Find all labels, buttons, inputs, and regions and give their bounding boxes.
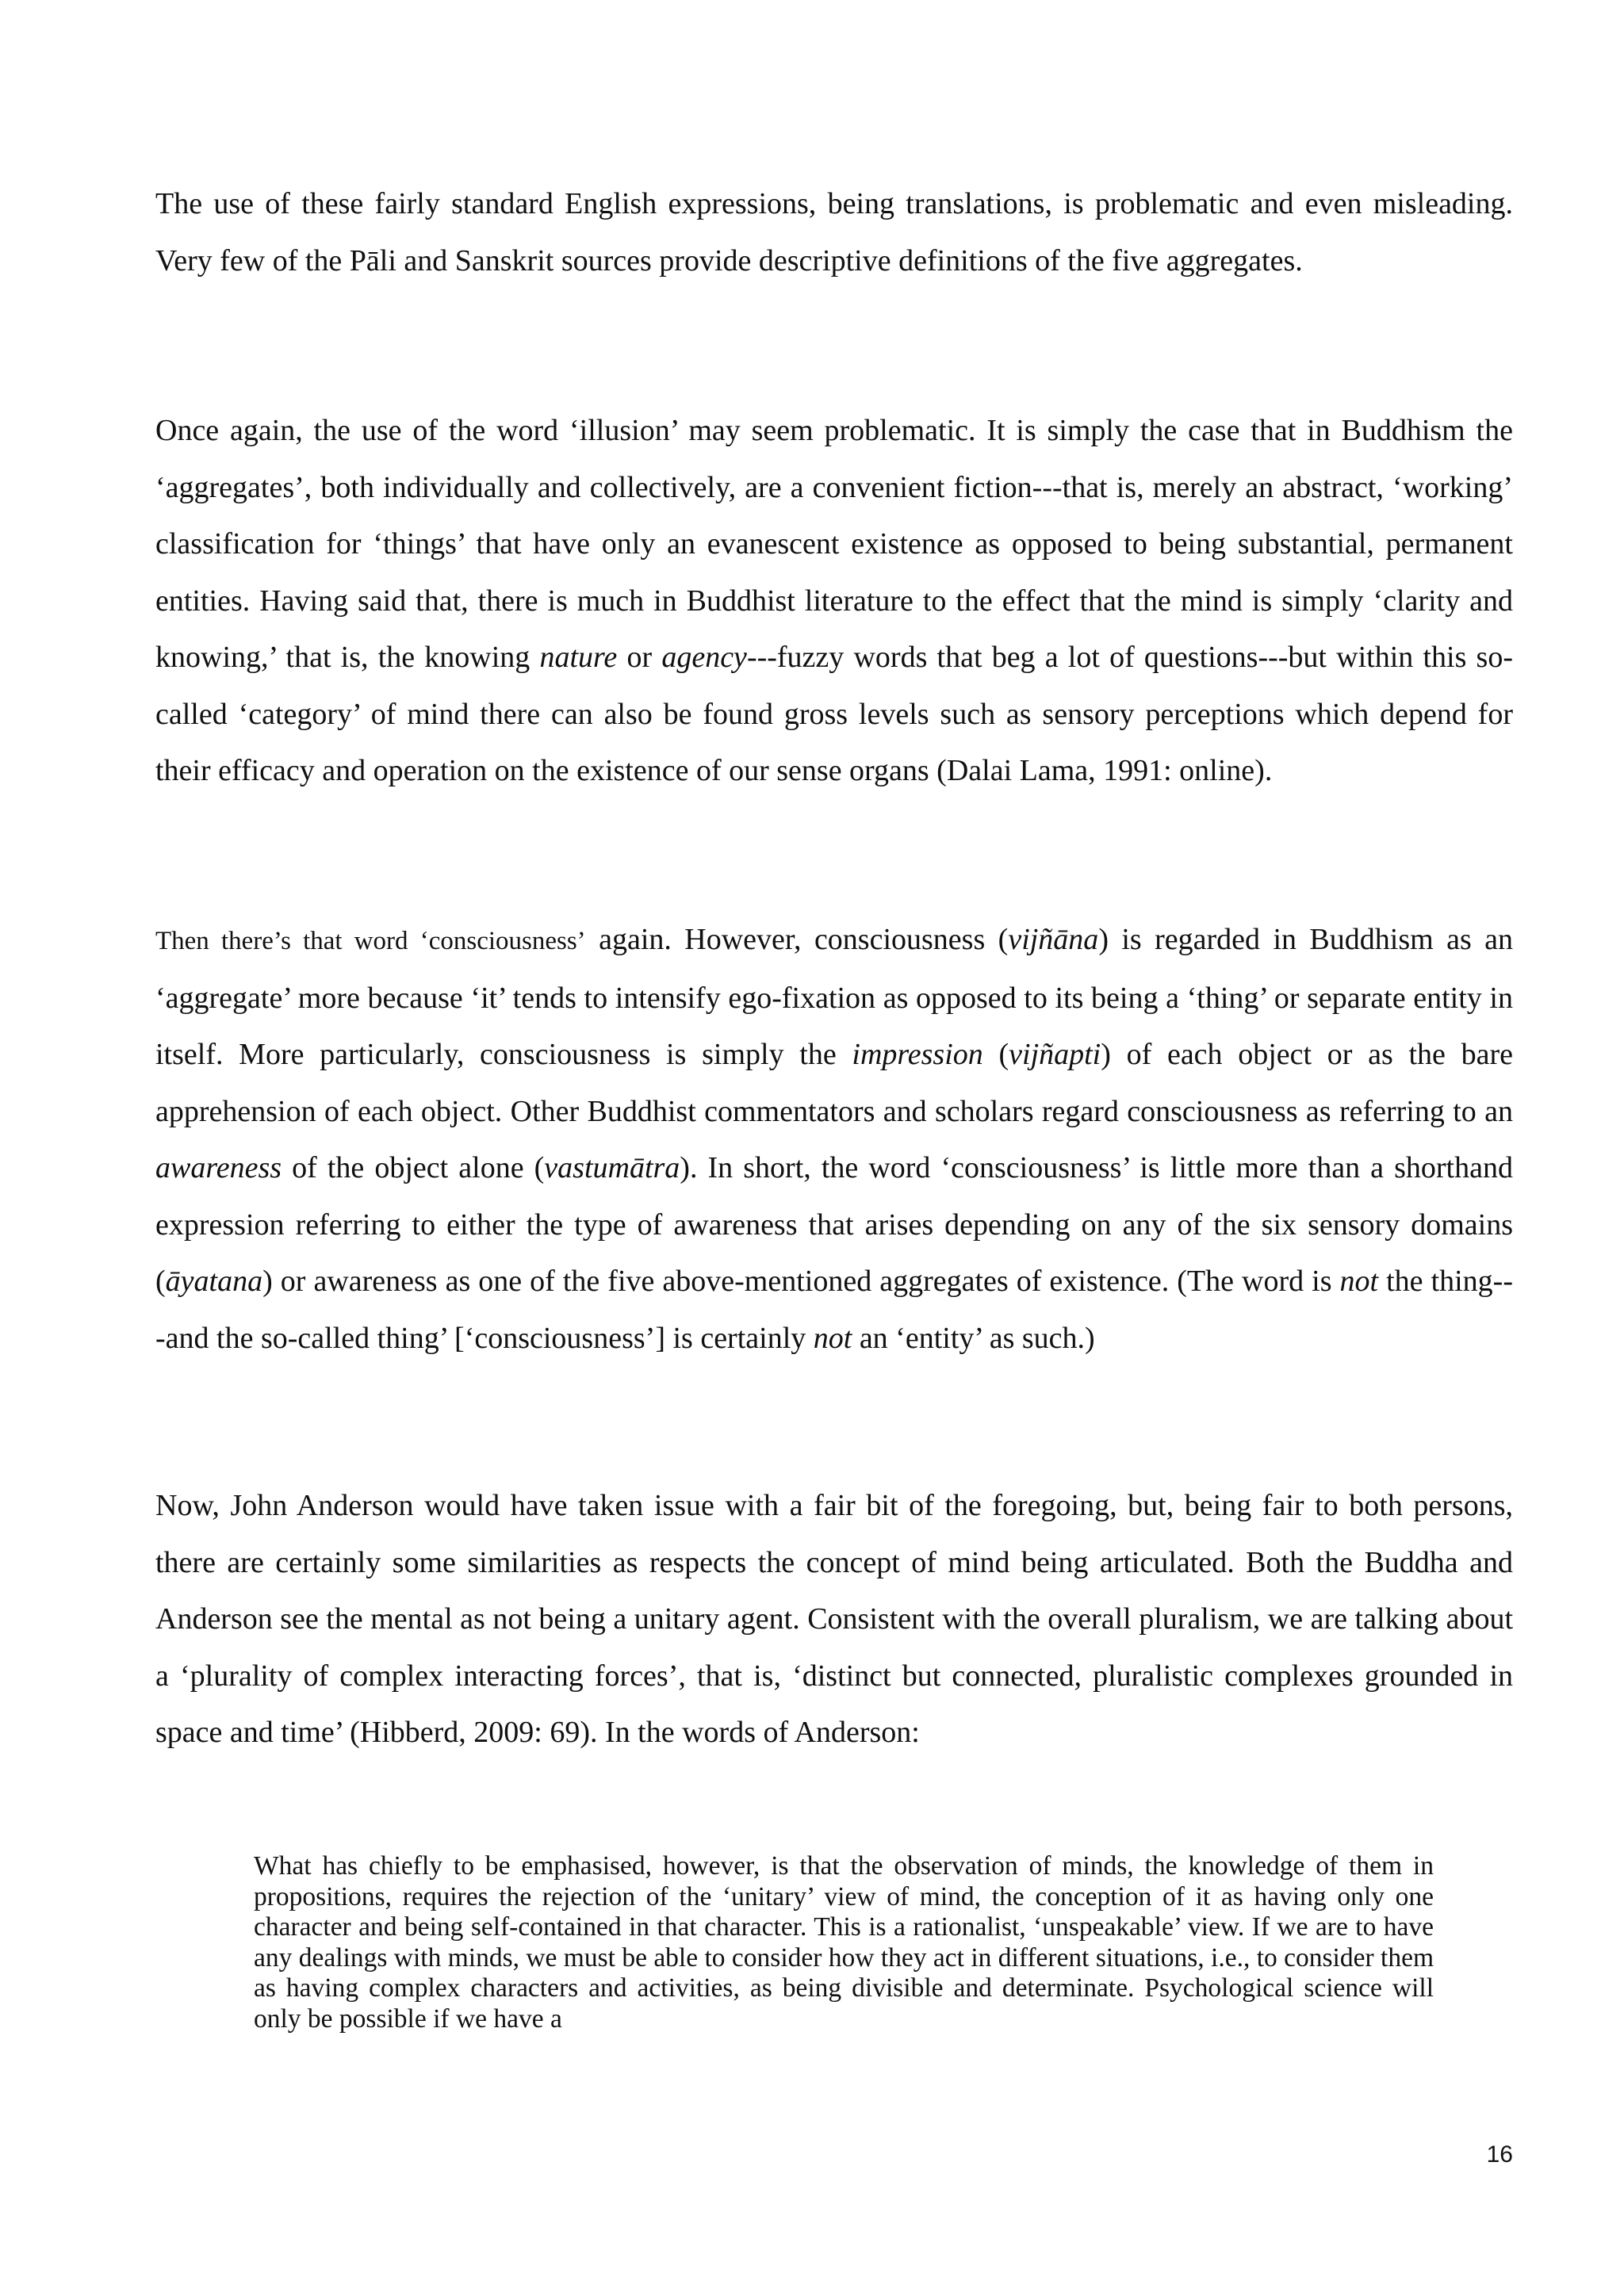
italic-term: awareness (155, 1151, 282, 1184)
text-run: ---fuzzy words that beg a lot of questions---but within this so-called ‘category’ of mind there can also be found gross levels such as sensory perceptions which depend for their efficacy and operation on the existence of our sense organs (Dalai Lama, 1991: online). (155, 641, 1513, 787)
text-run: the thing---and the so-called thing’ [‘consciousness’] is certainly (155, 1265, 1513, 1355)
paragraph-3 (155, 912, 1513, 1367)
block-quote: What has chiefly to be emphasised, however, is that the observation of minds, the knowledge of them in propositions, requires the rejection of the ‘unitary’ view of mind, the conception of it as having only one character and being self-contained in that character. This is a rationalist, ‘unspeakable’ view. If we are to have any dealings with minds, we must be able to consider how they act in different situations, i.e., to consider them as having complex characters and activities, as being divisible and determinate. Psychological science will only be possible if we have a (254, 1851, 1434, 2034)
page-number: 16 (1486, 2141, 1513, 2168)
italic-term: agency (661, 641, 747, 674)
text-run: Once again, the use of the word ‘illusion’ may seem problematic. It is simply the case that in Buddhism the ‘aggregates’, both individually and collectively, are a convenient fiction---that is, merely an abstract, ‘working’ classification for ‘things’ that have only an evanescent existence as opposed to being substantial, permanent entities. Having said that, there is much in Buddhist literature to the effect that the mind is simply ‘clarity and knowing,’ that is, the knowing (155, 414, 1513, 674)
text-run: ) is regarded in Buddhism as an ‘aggregate’ more because ‘it’ tends to intensify ego-fixation as opposed to its being a ‘thing’ or separate entity in itself. More particularly, consciousness is simply the (155, 923, 1514, 1071)
text-run: again. However, consciousness ( (585, 923, 1009, 956)
italic-term: vastumātra (544, 1151, 680, 1184)
text-run: ). In short, the word ‘consciousness’ is little more than a shorthand expression referring to either the type of awareness that arises depending on any of the six sensory domains ( (155, 1151, 1513, 1298)
text-run: The use of these fairly standard English expressions, being translations, is problematic and even misleading. Very few of the Pāli and Sanskrit sources provide descriptive definitions of the five aggregates. (155, 187, 1513, 277)
text-run: ) or awareness as one of the five above-mentioned aggregates of existence. (The word is (262, 1265, 1340, 1298)
paragraph-4 (155, 1478, 1513, 1762)
italic-term: āyatana (165, 1265, 263, 1298)
italic-term: nature (539, 641, 618, 674)
paragraph-2 (155, 403, 1513, 800)
text-run: or (617, 641, 662, 674)
paragraph-1 (155, 176, 1513, 289)
italic-term: not (813, 1321, 852, 1355)
text-run: ) of each object or as the bare apprehension of each object. Other Buddhist commentators and scholars regard consciousness as referring to an (155, 1038, 1514, 1128)
italic-term: vijñāna (1008, 923, 1099, 956)
text-run: of the object alone ( (282, 1151, 545, 1184)
text-run: Then there’s that word ‘consciousness’ (155, 927, 586, 955)
text-run: ( (982, 1038, 1009, 1071)
italic-term: not (1339, 1265, 1379, 1298)
italic-term: impression (852, 1038, 983, 1071)
text-run: Now, John Anderson would have taken issue with a fair bit of the foregoing, but, being fair to both persons, there are certainly some similarities as respects the concept of mind being articulated. Both the Buddha and Anderson see the mental as not being a unitary agent. Consistent with the overall pluralism, we are talking about a ‘plurality of complex interacting forces’, that is, ‘distinct but connected, pluralistic complexes grounded in space and time’ (Hibberd, 2009: 69). In the words of Anderson: (155, 1489, 1513, 1749)
italic-term: vijñapti (1009, 1038, 1101, 1071)
text-run: an ‘entity’ as such.) (852, 1321, 1095, 1355)
